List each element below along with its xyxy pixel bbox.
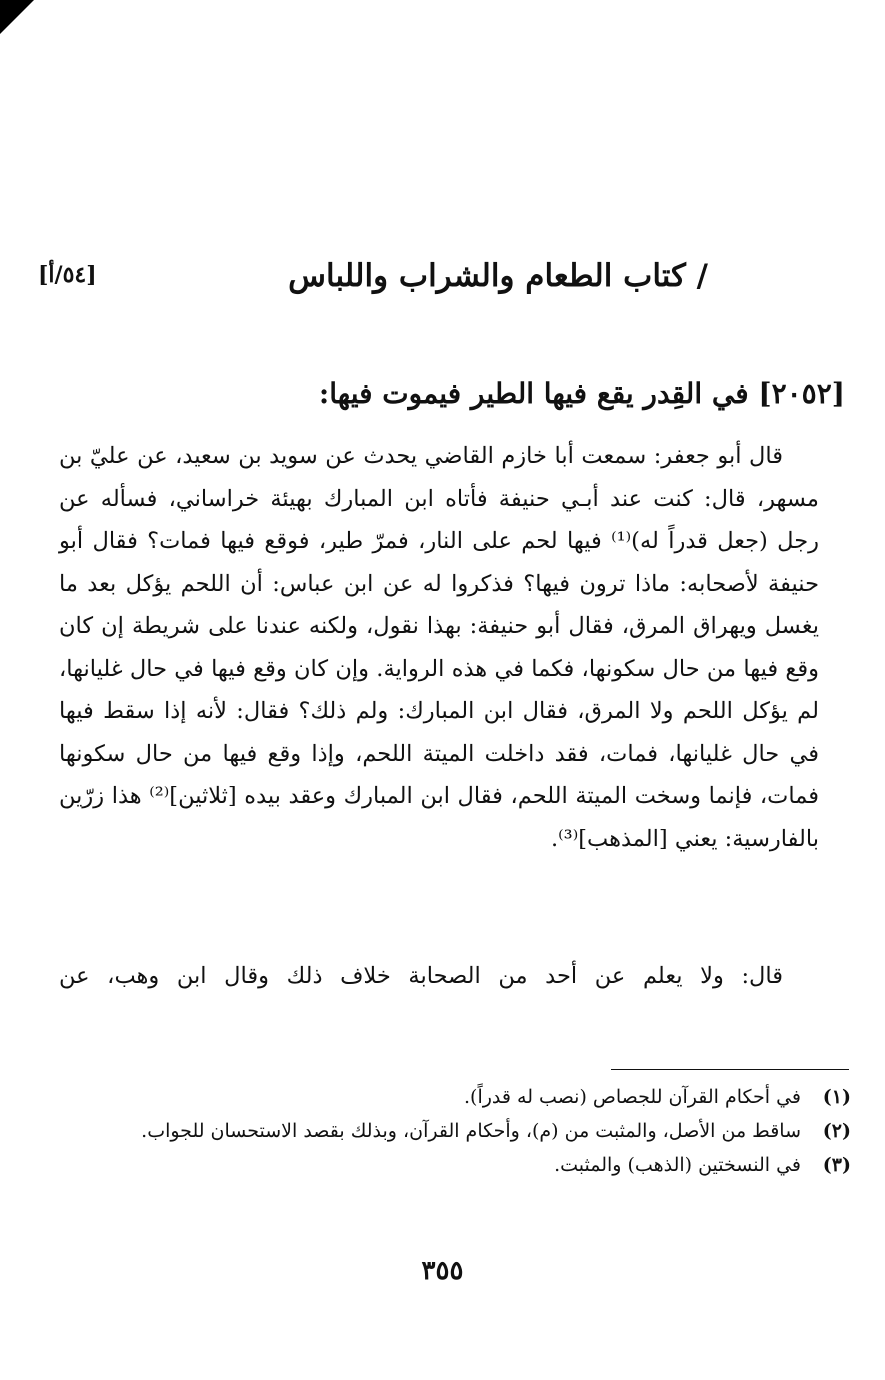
scan-corner-mark [0, 0, 34, 34]
footnote-text: في أحكام القرآن للجصاص (نصب له قدراً). [464, 1086, 801, 1108]
continuation-text: قال: ولا يعلم عن أحد من الصحابة خلاف ذلك وقال ابن وهب، عن [59, 963, 783, 989]
footnote-text: ساقط من الأصل، والمثبت من (م)، وأحكام القرآن، وبذلك بقصد الاستحسان للجواب. [141, 1120, 801, 1142]
body-paragraph-text: قال أبو جعفر: سمعت أبا خازم القاضي يحدث عن سويد بن سعيد، عن عليّ بن مسهر، قال: كنت عند أبـي حنيفة فأتاه ابن المبارك بهيئة خراساني، فسأله عن رجل (جعل قدراً له)⁽¹⁾ فيها لحم على النار، فمرّ طير، فوقع فيها فمات؟ فقال أبو حنيفة لأصحابه: ماذا ترون فيها؟ فذكروا له عن ابن عباس: أن اللحم يؤكل بعد ما يغسل ويهراق المرق، فقال أبو حنيفة: بهذا نقول، ولكنه عندنا على شريطة إن كان وقع فيها من حال سكونها، فكما في هذه الرواية. وإن كان وقع فيها في حال غليانها، لم يؤكل اللحم ولا المرق، فقال ابن المبارك: ولم ذلك؟ فقال: لأنه إذا سقط فيها في حال غليانها، فمات، فقد داخلت الميتة اللحم، وإذا وقع فيها من حال سكونها فمات، فإنما وسخت الميتة اللحم، فقال ابن المبارك وعقد بيده [ثلاثين]⁽²⁾ هذا زرّين بالفارسية: يعني [المذهب]⁽³⁾. [59, 443, 819, 852]
body-paragraph [59, 435, 819, 860]
footnote-3 [91, 1148, 851, 1182]
folio-reference: [٥٤/أ] [38, 262, 97, 288]
footnote-2 [91, 1114, 851, 1148]
footnote-number: (١) [822, 1086, 851, 1108]
page-number: ٣٥٥ [421, 1256, 464, 1286]
section-heading: [٢٠٥٢] في القِدر يقع فيها الطير فيموت فيها: [318, 377, 845, 410]
footnotes [91, 1080, 851, 1182]
running-header [38, 258, 708, 302]
continuation-paragraph [59, 955, 819, 997]
footnote-separator [611, 1069, 849, 1070]
footnote-text: في النسختين (الذهب) والمثبت. [554, 1154, 801, 1176]
footnote-number: (٢) [822, 1120, 851, 1142]
footnote-1 [91, 1080, 851, 1114]
footnote-number: (٣) [822, 1154, 851, 1176]
book-section-title: / كتاب الطعام والشراب واللباس [288, 258, 708, 294]
